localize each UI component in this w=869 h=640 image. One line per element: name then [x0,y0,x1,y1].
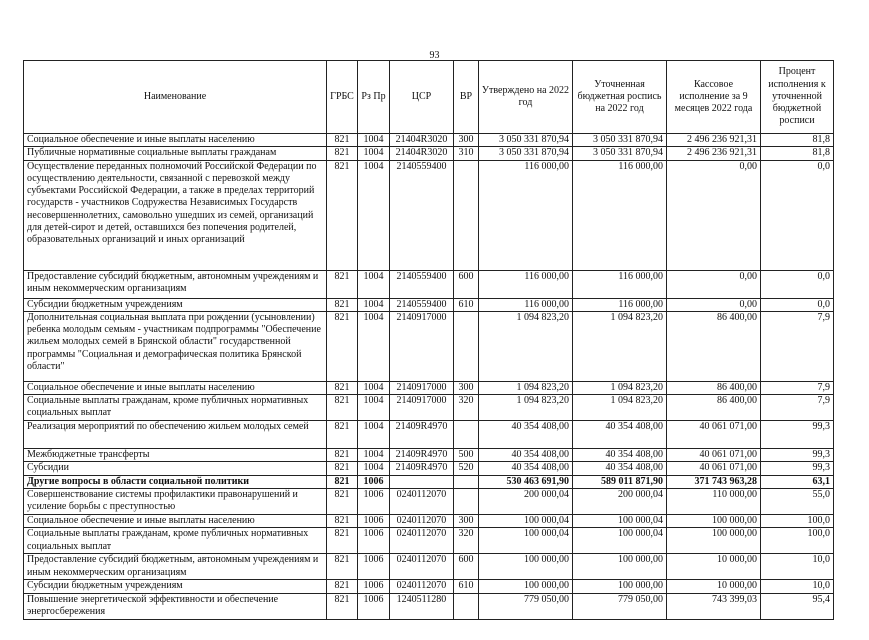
cell-approved: 779 050,00 [479,593,573,619]
header-grbs: ГРБС [327,61,358,134]
cell-vr: 610 [454,298,479,311]
cell-approved: 3 050 331 870,94 [479,147,573,160]
cell-vr: 310 [454,147,479,160]
cell-name: Совершенствование системы профилактики правонарушений и усиление борьбы с преступностью [24,489,327,515]
cell-grbs: 821 [327,160,358,270]
cell-percent: 7,9 [761,381,834,394]
cell-refined: 116 000,00 [573,270,667,298]
cell-vr: 520 [454,462,479,475]
cell-rzpr: 1004 [358,270,390,298]
cell-rzpr: 1004 [358,449,390,462]
cell-percent: 99,3 [761,449,834,462]
cell-refined: 1 094 823,20 [573,311,667,381]
cell-approved: 100 000,00 [479,554,573,580]
cell-cash: 86 400,00 [667,395,761,421]
cell-name: Социальное обеспечение и иные выплаты населению [24,515,327,528]
cell-grbs: 821 [327,381,358,394]
cell-approved: 1 094 823,20 [479,395,573,421]
cell-rzpr: 1004 [358,462,390,475]
cell-cash: 0,00 [667,298,761,311]
header-refined: Уточненная бюджетная роспись на 2022 год [573,61,667,134]
table-row [24,147,834,160]
header-row [24,61,834,134]
cell-vr: 300 [454,515,479,528]
cell-rzpr: 1006 [358,593,390,619]
cell-name: Дополнительная социальная выплата при рождении (усыновлении) ребенка молодым семьям - участникам подпрограммы "Обеспечение жильем молодых семей в Брянской области" государственной программы "Социальная и демографическая политика Брянской области" [24,311,327,381]
cell-rzpr: 1004 [358,298,390,311]
header-name: Наименование [24,61,327,134]
cell-approved: 40 354 408,00 [479,421,573,449]
cell-cash: 86 400,00 [667,311,761,381]
cell-percent: 10,0 [761,580,834,593]
cell-name: Социальное обеспечение и иные выплаты населению [24,134,327,147]
cell-refined: 3 050 331 870,94 [573,147,667,160]
cell-vr [454,421,479,449]
table-row [24,462,834,475]
page-number: 93 [429,50,440,61]
cell-cash: 100 000,00 [667,515,761,528]
cell-approved: 116 000,00 [479,160,573,270]
cell-percent: 99,3 [761,462,834,475]
cell-name: Предоставление субсидий бюджетным, автономным учреждениям и иным некоммерческим организациям [24,270,327,298]
cell-refined: 40 354 408,00 [573,421,667,449]
cell-cash: 86 400,00 [667,381,761,394]
cell-percent: 55,0 [761,489,834,515]
table-row [24,554,834,580]
cell-rzpr: 1006 [358,528,390,554]
cell-csr: 0240112070 [390,528,454,554]
budget-table [23,60,834,620]
cell-percent: 0,0 [761,160,834,270]
header-percent: Процент исполнения к уточненной бюджетной росписи [761,61,834,134]
table-row [24,449,834,462]
table-row [24,381,834,394]
table-row [24,270,834,298]
cell-percent: 0,0 [761,298,834,311]
table-row [24,528,834,554]
cell-vr [454,475,479,488]
cell-grbs: 821 [327,489,358,515]
cell-csr: 21409R4970 [390,421,454,449]
cell-refined: 200 000,04 [573,489,667,515]
cell-rzpr: 1006 [358,475,390,488]
cell-approved: 40 354 408,00 [479,462,573,475]
cell-csr: 2140559400 [390,160,454,270]
cell-csr: 2140559400 [390,270,454,298]
cell-percent: 99,3 [761,421,834,449]
cell-percent: 81,8 [761,134,834,147]
cell-cash: 2 496 236 921,31 [667,147,761,160]
cell-vr [454,489,479,515]
cell-vr: 500 [454,449,479,462]
cell-cash: 110 000,00 [667,489,761,515]
cell-cash: 0,00 [667,270,761,298]
cell-vr [454,311,479,381]
cell-refined: 100 000,00 [573,580,667,593]
cell-grbs: 821 [327,270,358,298]
cell-cash: 2 496 236 921,31 [667,134,761,147]
cell-cash: 10 000,00 [667,580,761,593]
cell-name: Другие вопросы в области социальной политики [24,475,327,488]
cell-name: Социальное обеспечение и иные выплаты населению [24,381,327,394]
cell-name: Субсидии бюджетным учреждениям [24,298,327,311]
cell-csr: 0240112070 [390,554,454,580]
cell-refined: 40 354 408,00 [573,449,667,462]
table-row [24,160,834,270]
cell-vr: 300 [454,381,479,394]
cell-grbs: 821 [327,515,358,528]
cell-csr: 21404R3020 [390,147,454,160]
cell-percent: 0,0 [761,270,834,298]
cell-cash: 100 000,00 [667,528,761,554]
cell-vr [454,160,479,270]
cell-csr: 21404R3020 [390,134,454,147]
cell-rzpr: 1004 [358,421,390,449]
cell-approved: 116 000,00 [479,298,573,311]
cell-grbs: 821 [327,298,358,311]
cell-vr: 320 [454,528,479,554]
cell-rzpr: 1004 [358,311,390,381]
cell-refined: 1 094 823,20 [573,381,667,394]
table-row [24,580,834,593]
cell-grbs: 821 [327,593,358,619]
cell-cash: 10 000,00 [667,554,761,580]
cell-rzpr: 1006 [358,580,390,593]
cell-name: Субсидии бюджетным учреждениям [24,580,327,593]
cell-vr: 300 [454,134,479,147]
cell-vr: 600 [454,270,479,298]
cell-approved: 200 000,04 [479,489,573,515]
cell-percent: 7,9 [761,395,834,421]
header-approved: Утверждено на 2022 год [479,61,573,134]
header-rzpr: Рз Пр [358,61,390,134]
cell-refined: 589 011 871,90 [573,475,667,488]
cell-name: Социальные выплаты гражданам, кроме публичных нормативных социальных выплат [24,395,327,421]
cell-approved: 40 354 408,00 [479,449,573,462]
cell-approved: 3 050 331 870,94 [479,134,573,147]
cell-csr: 2140559400 [390,298,454,311]
cell-grbs: 821 [327,421,358,449]
cell-name: Осуществление переданных полномочий Российской Федерации по осуществлению деятельности, связанной с перевозкой между субъектами Российской Федерации, а также в пределах территорий государств - участников Содружества Независимых Государств несовершеннолетних, самовольно ушедших из семей, организаций для детей-сирот и детей, оставшихся без попечения родителей, образовательных организаций и иных организаций [24,160,327,270]
cell-rzpr: 1004 [358,160,390,270]
cell-grbs: 821 [327,134,358,147]
cell-cash: 40 061 071,00 [667,462,761,475]
cell-approved: 1 094 823,20 [479,311,573,381]
cell-rzpr: 1006 [358,554,390,580]
header-csr: ЦСР [390,61,454,134]
cell-name: Межбюджетные трансферты [24,449,327,462]
cell-cash: 371 743 963,28 [667,475,761,488]
cell-percent: 100,0 [761,515,834,528]
cell-percent: 7,9 [761,311,834,381]
table-row [24,134,834,147]
table-row [24,395,834,421]
table-row [24,475,834,488]
cell-name: Повышение энергетической эффективности и обеспечение энергосбережения [24,593,327,619]
cell-grbs: 821 [327,528,358,554]
table-row [24,311,834,381]
cell-grbs: 821 [327,554,358,580]
cell-csr: 0240112070 [390,515,454,528]
cell-percent: 95,4 [761,593,834,619]
cell-approved: 116 000,00 [479,270,573,298]
table-header [24,61,834,134]
cell-vr [454,593,479,619]
cell-name: Публичные нормативные социальные выплаты гражданам [24,147,327,160]
cell-rzpr: 1004 [358,395,390,421]
cell-csr: 1240511280 [390,593,454,619]
cell-refined: 100 000,04 [573,528,667,554]
cell-csr [390,475,454,488]
cell-percent: 10,0 [761,554,834,580]
cell-rzpr: 1004 [358,134,390,147]
cell-csr: 2140917000 [390,311,454,381]
cell-approved: 100 000,00 [479,580,573,593]
cell-name: Предоставление субсидий бюджетным, автономным учреждениям и иным некоммерческим организациям [24,554,327,580]
table-row [24,298,834,311]
cell-approved: 100 000,04 [479,515,573,528]
cell-refined: 40 354 408,00 [573,462,667,475]
cell-approved: 530 463 691,90 [479,475,573,488]
cell-csr: 21409R4970 [390,449,454,462]
cell-percent: 100,0 [761,528,834,554]
table-row [24,489,834,515]
cell-rzpr: 1004 [358,381,390,394]
cell-csr: 0240112070 [390,489,454,515]
cell-name: Социальные выплаты гражданам, кроме публичных нормативных социальных выплат [24,528,327,554]
cell-vr: 320 [454,395,479,421]
cell-cash: 40 061 071,00 [667,421,761,449]
cell-refined: 3 050 331 870,94 [573,134,667,147]
cell-vr: 600 [454,554,479,580]
cell-refined: 779 050,00 [573,593,667,619]
header-vr: ВР [454,61,479,134]
cell-approved: 100 000,04 [479,528,573,554]
cell-refined: 100 000,04 [573,515,667,528]
cell-vr: 610 [454,580,479,593]
cell-refined: 100 000,00 [573,554,667,580]
cell-grbs: 821 [327,580,358,593]
cell-percent: 63,1 [761,475,834,488]
cell-cash: 743 399,03 [667,593,761,619]
cell-rzpr: 1004 [358,147,390,160]
cell-csr: 2140917000 [390,381,454,394]
table-row [24,515,834,528]
cell-refined: 116 000,00 [573,298,667,311]
cell-approved: 1 094 823,20 [479,381,573,394]
cell-grbs: 821 [327,311,358,381]
cell-grbs: 821 [327,395,358,421]
cell-rzpr: 1006 [358,489,390,515]
cell-refined: 116 000,00 [573,160,667,270]
cell-grbs: 821 [327,462,358,475]
cell-rzpr: 1006 [358,515,390,528]
table-row [24,593,834,619]
cell-csr: 0240112070 [390,580,454,593]
cell-refined: 1 094 823,20 [573,395,667,421]
cell-cash: 0,00 [667,160,761,270]
cell-grbs: 821 [327,475,358,488]
cell-percent: 81,8 [761,147,834,160]
table-body [24,134,834,620]
cell-name: Субсидии [24,462,327,475]
cell-csr: 2140917000 [390,395,454,421]
cell-name: Реализация мероприятий по обеспечению жильем молодых семей [24,421,327,449]
header-cash: Кассовое исполнение за 9 месяцев 2022 года [667,61,761,134]
cell-cash: 40 061 071,00 [667,449,761,462]
cell-grbs: 821 [327,449,358,462]
cell-grbs: 821 [327,147,358,160]
table-row [24,421,834,449]
cell-csr: 21409R4970 [390,462,454,475]
